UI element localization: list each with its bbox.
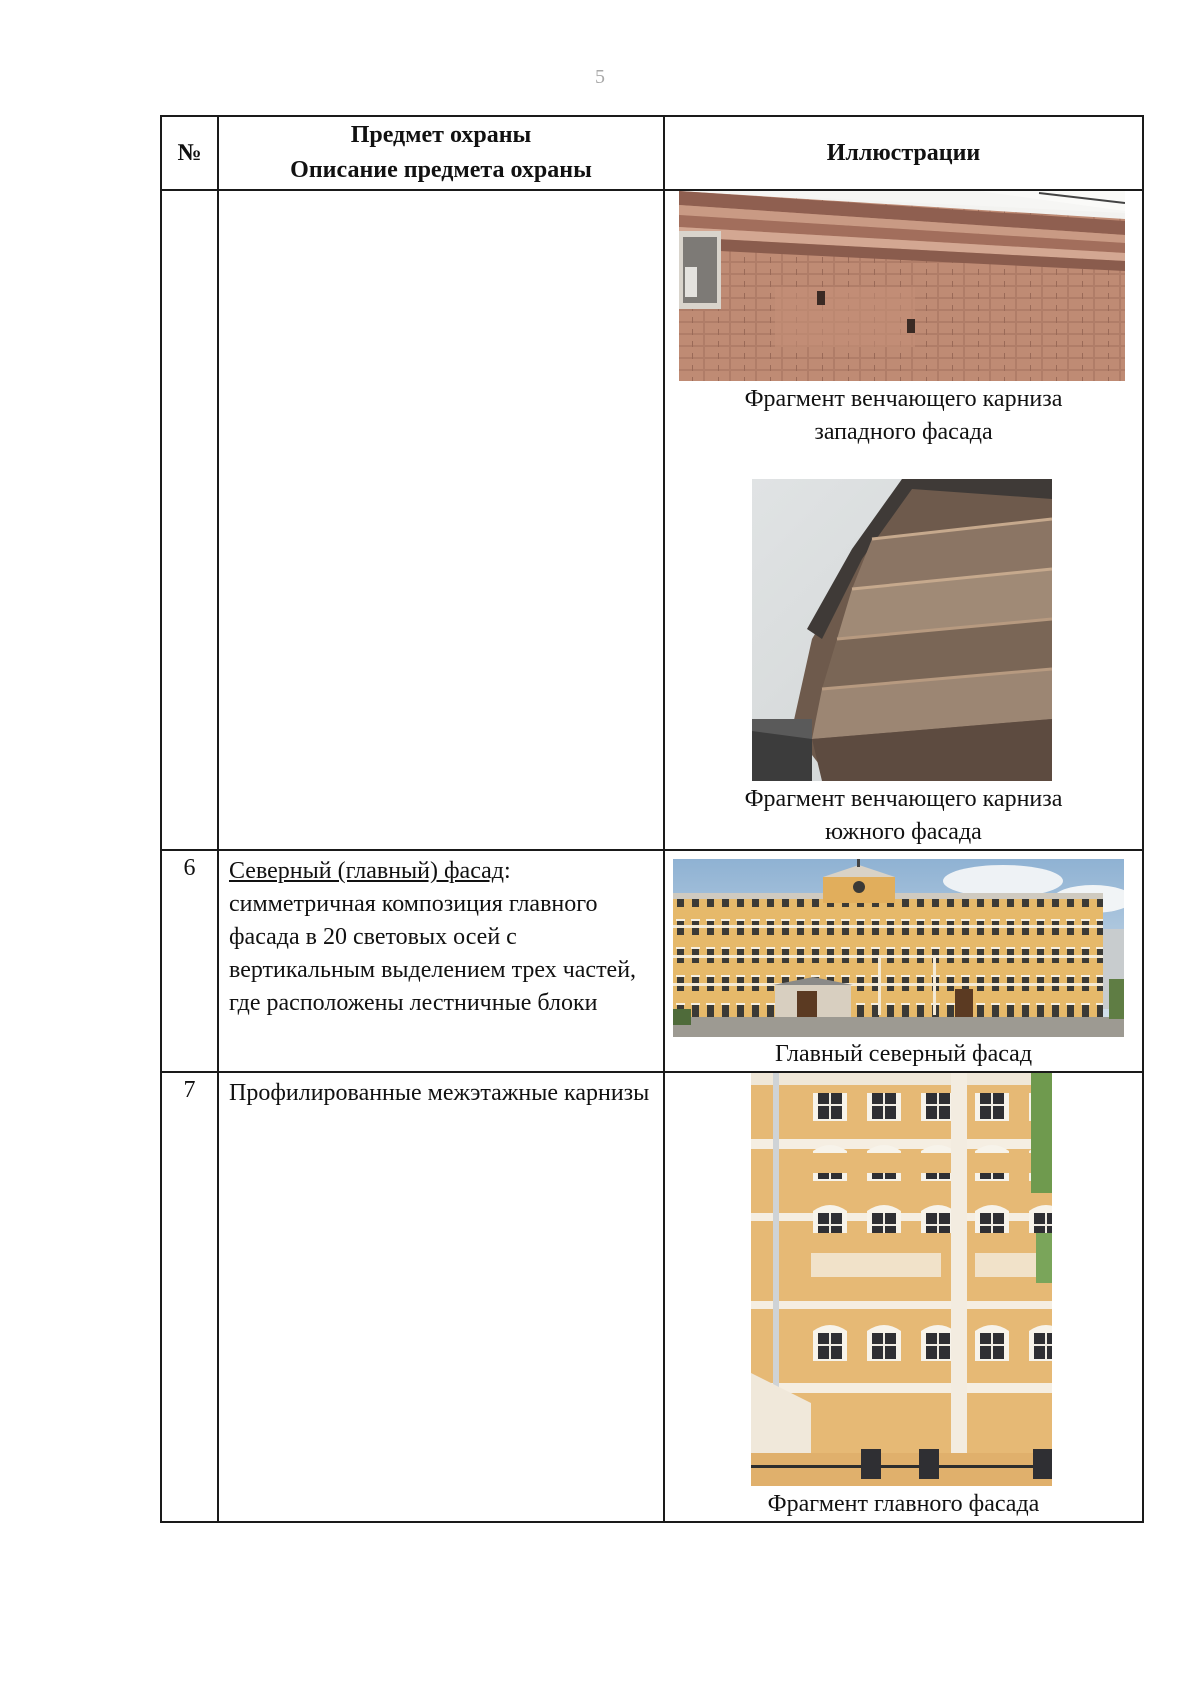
row-description (218, 1072, 664, 1522)
protection-table (160, 115, 1144, 1523)
photo-caption (665, 1038, 1142, 1071)
row-number: 7 (161, 1072, 218, 1522)
row-description (218, 190, 664, 850)
description-sep: : (504, 858, 511, 884)
row-illustrations (664, 1072, 1143, 1522)
north-facade-photo (673, 859, 1124, 1037)
description-text: Профилированные межэтажные карнизы (229, 1080, 650, 1106)
photo-caption (665, 383, 1142, 449)
page-number: 5 (595, 66, 605, 88)
caption-line: Фрагмент венчающего карниза (744, 786, 1063, 812)
row-number (161, 190, 218, 850)
figure (665, 191, 1142, 449)
description-text: симметричная композиция главного фасада в 20 световых осей с вертикальным выделением трех частей, где расположены лестничные блоки (229, 891, 637, 1016)
header-subject (218, 116, 664, 190)
figure (665, 851, 1142, 1071)
caption-line: Фрагмент венчающего карниза (744, 386, 1063, 412)
cornice-west-photo (679, 191, 1125, 381)
caption-line: Главный северный фасад (774, 1041, 1033, 1067)
table-row (161, 190, 1143, 850)
cornice-south-photo (752, 479, 1052, 781)
header-illustrations: Иллюстрации (664, 116, 1143, 190)
header-number: № (161, 116, 218, 190)
main-facade-fragment-photo (751, 1073, 1052, 1486)
row-illustrations (664, 190, 1143, 850)
row-illustrations (664, 850, 1143, 1072)
caption-line: Фрагмент главного фасада (767, 1491, 1040, 1517)
row-description (218, 850, 664, 1072)
header-subject-line2: Описание предмета охраны (290, 157, 592, 183)
table-header-row (161, 116, 1143, 190)
description-heading: Северный (главный) фасад (229, 858, 505, 884)
table-row (161, 850, 1143, 1072)
row-number: 6 (161, 850, 218, 1072)
photo-caption (665, 1488, 1142, 1521)
figure (665, 479, 1142, 849)
caption-line: западного фасада (814, 419, 993, 445)
figure (665, 1073, 1142, 1521)
header-subject-line1: Предмет охраны (350, 122, 532, 148)
photo-caption (665, 783, 1142, 849)
table-row (161, 1072, 1143, 1522)
caption-line: южного фасада (825, 819, 982, 845)
